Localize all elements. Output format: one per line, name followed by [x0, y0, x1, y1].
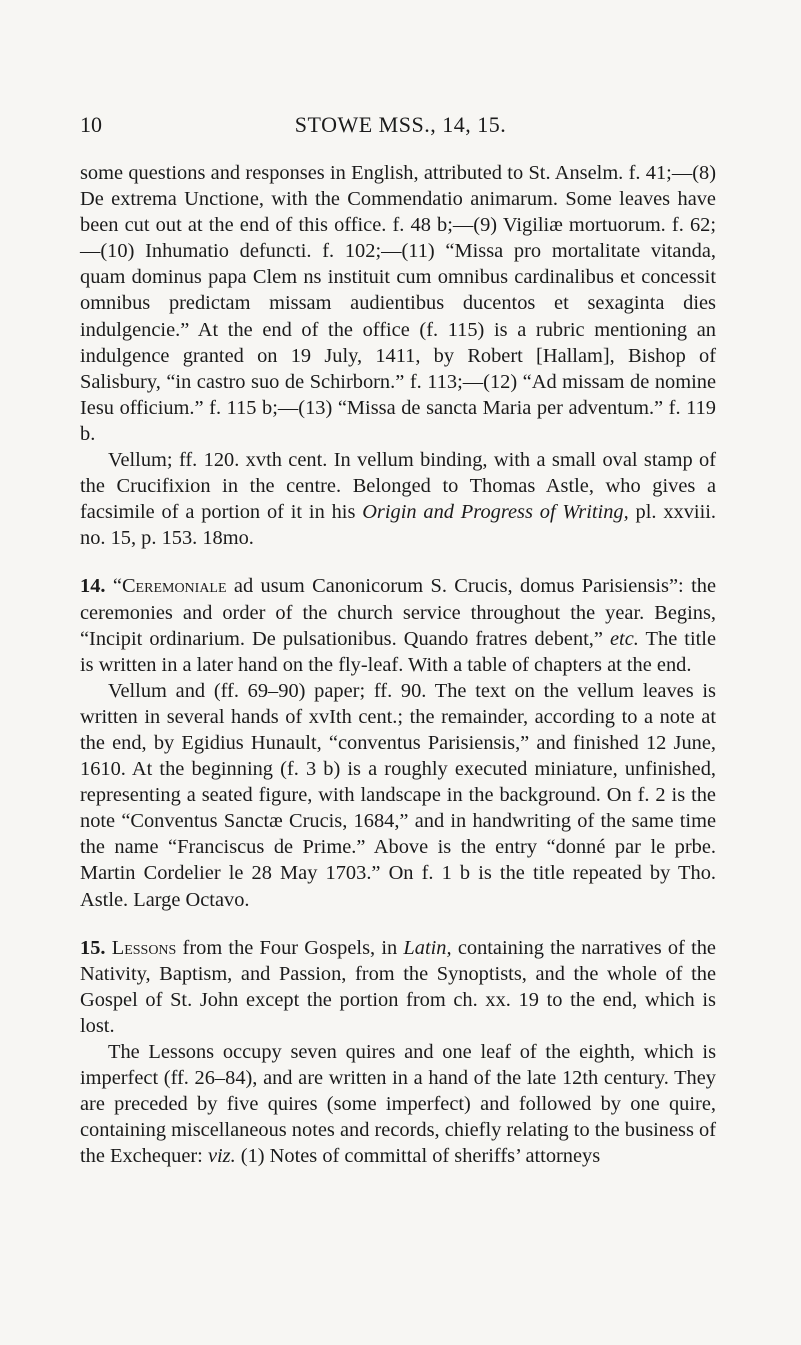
entry-14-lead-word: Ceremoniale	[121, 575, 227, 598]
entry-14-number: 14.	[80, 575, 106, 598]
entry-13-description	[80, 447, 716, 551]
entry-15-language: Latin,	[403, 936, 452, 959]
page-header	[0, 112, 801, 142]
entry-14-text: ad usum Canonicorum S. Crucis, domus Parisiensis”: the ceremonies and order of the church service throughout the year. Begins, “Incipit ordinarium. De pulsationibus. Quando fratres debent,”	[80, 575, 716, 650]
entry-15-lead-word: Lessons	[111, 936, 177, 959]
entry-15-description-tail: (1) Notes of committal of sheriffs’ attorneys	[235, 1145, 601, 1168]
entry-13-book-title: Origin and Progress of Writing,	[362, 501, 629, 524]
entry-15-description	[80, 1039, 716, 1169]
entry-15-text: from the Four Gospels, in	[176, 936, 404, 959]
entry-14-open-quote: “	[112, 575, 122, 598]
entry-14-etc: etc.	[610, 627, 639, 650]
entry-15-heading-paragraph	[80, 935, 716, 1039]
catalogue-text	[80, 160, 716, 1169]
entry-13-description-text: Vellum; ff. 120. xvth cent. In vellum binding, with a small oval stamp of the Crucifixion in the centre. Belonged to Thomas Astle, who gives a facsimile of a portion of it in his	[80, 449, 716, 524]
entry-15-number: 15.	[80, 936, 106, 959]
entry-13-description-tail: pl. xxviii. no. 15, p. 153. 18mo.	[80, 501, 716, 550]
entry-15-viz: viz.	[207, 1145, 236, 1168]
entry-14-text-tail: The title is written in a later hand on the fly-leaf. With a table of chapters at the end.	[80, 627, 716, 676]
entry-14-description: Vellum and (ff. 69–90) paper; ff. 90. The text on the vellum leaves is written in several hands of xvIth cent.; the remainder, according to a note at the end, by Egidius Hunault, “conventus Parisiensis,” and finished 12 June, 1610. At the beginning (f. 3 b) is a roughly executed miniature, unfinished, representing a seated figure, with landscape in the background. On f. 2 is the note “Conventus Sanctæ Crucis, 1684,” and in handwriting of the same time the name “Franciscus de Prime.” Above is the entry “donné par le prbe. Martin Cordelier le 28 May 1703.” On f. 1 b is the title repeated by Tho. Astle. Large Octavo.	[80, 679, 716, 911]
page-number: 10	[80, 112, 102, 137]
entry-15-description-text: The Lessons occupy seven quires and one leaf of the eighth, which is imperfect (ff. 26–84), and are written in a hand of the late 12th century. They are preceded by five quires (some imperfect) and followed by one quire, containing miscellaneous notes and records, chiefly relating to the business of the Exchequer:	[80, 1041, 716, 1168]
entry-13-paragraph: some questions and responses in English, attributed to St. Anselm. f. 41;—(8) De extrema Unctione, with the Commendatio animarum. Some leaves have been cut out at the end of this office. f. 48 b;—(9) Vigiliæ mortuorum. f. 62;—(10) Inhumatio defuncti. f. 102;—(11) “Missa pro mortalitate vitanda, quam dominus papa Clem ns instituit cum omnibus cardinalibus et concessit omnibus predictam missam audientibus ducentos et sexaginta dies indulgencie.” At the end of the office (f. 115) is a rubric mentioning an indulgence granted on 19 July, 1411, by Robert [Hallam], Bishop of Salisbury, “in castro suo de Schirborn.” f. 113;—(12) “Ad missam de nomine Iesu officium.” f. 115 b;—(13) “Missa de sancta Maria per adventum.” f. 119 b.	[80, 162, 716, 445]
entry-15-text-tail: containing the narratives of the Nativity, Baptism, and Passion, from the Synoptists, and the whole of the Gospel of St. John except the portion from ch. xx. 19 to the end, which is lost.	[80, 936, 716, 1037]
entry-14-heading-paragraph	[80, 573, 716, 677]
running-title: STOWE MSS., 14, 15.	[294, 112, 507, 137]
